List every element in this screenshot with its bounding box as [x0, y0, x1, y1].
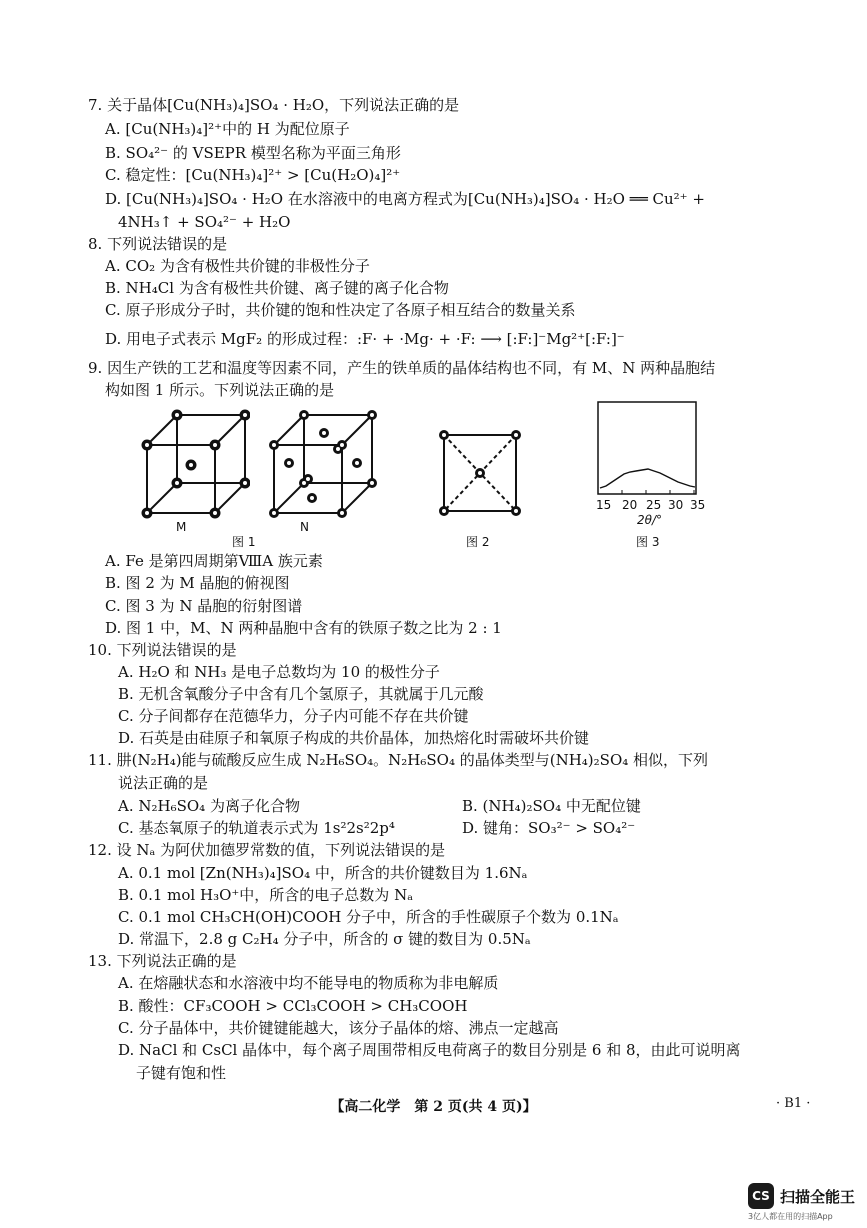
q12-option-c: C. 0.1 mol CH₃CH(OH)COOH 分子中，所含的手性碳原子个数为 0.1Nₐ	[118, 908, 619, 926]
q9-stem-cont: 构如图 1 所示。下列说法正确的是	[105, 381, 335, 399]
q13-option-a: A. 在熔融状态和水溶液中均不能导电的物质称为非电解质	[118, 974, 499, 992]
q10-option-a: A. H₂O 和 NH₃ 是电子总数均为 10 的极性分子	[118, 663, 440, 681]
q9-option-a: A. Fe 是第四周期第ⅧA 族元素	[105, 552, 323, 570]
q7-option-c: C. 稳定性：[Cu(NH₃)₄]²⁺ > [Cu(H₂O)₄]²⁺	[105, 166, 401, 184]
diffraction-pattern-diagram	[596, 400, 700, 496]
q8-option-b: B. NH₄Cl 为含有极性共价键、离子键的离子化合物	[105, 279, 449, 297]
q11-option-c: C. 基态氧原子的轨道表示式为 1s²2s²2p⁴	[118, 819, 395, 837]
q7-option-d-cont: 4NH₃↑ + SO₄²⁻ + H₂O	[118, 213, 291, 231]
fig3-tick-35: 35	[690, 498, 706, 512]
q13-option-c: C. 分子晶体中，共价键键能越大，该分子晶体的熔、沸点一定越高	[118, 1019, 559, 1037]
q12-option-d: D. 常温下，2.8 g C₂H₄ 分子中，所含的 σ 键的数目为 0.5Nₐ	[118, 930, 531, 948]
q9-option-b: B. 图 2 为 M 晶胞的俯视图	[105, 574, 290, 592]
top-view-diagram	[432, 425, 532, 520]
fig3-tick-20: 20	[622, 498, 638, 512]
q13-option-d: D. NaCl 和 CsCl 晶体中，每个离子周围带相反电荷离子的数目分别是 6 和 8，由此可说明离	[118, 1041, 741, 1059]
q12-stem: 12. 设 Nₐ 为阿伏加德罗常数的值，下列说法错误的是	[88, 841, 446, 859]
q10-option-d: D. 石英是由硅原子和氧原子构成的共价晶体，加热熔化时需破坏共价键	[118, 729, 590, 747]
scanner-tagline: 3亿人都在用的扫描App	[748, 1212, 833, 1221]
scanner-name: 扫描全能王	[780, 1188, 856, 1206]
q13-option-b: B. 酸性：CF₃COOH > CCl₃COOH > CH₃COOH	[118, 997, 468, 1015]
figure-2-caption: 图 2	[466, 535, 490, 549]
q10-stem: 10. 下列说法错误的是	[88, 641, 237, 659]
q10-option-b: B. 无机含氧酸分子中含有几个氢原子，其就属于几元酸	[118, 685, 484, 703]
q8-stem: 8. 下列说法错误的是	[88, 235, 228, 253]
q11-option-a: A. N₂H₆SO₄ 为离子化合物	[118, 797, 300, 815]
q13-stem: 13. 下列说法正确的是	[88, 952, 237, 970]
fig3-tick-15: 15	[596, 498, 612, 512]
q8-option-d: D. 用电子式表示 MgF₂ 的形成过程：:F· + ·Mg· + ·F: ⟶ [:F:]⁻Mg²⁺[:F:]⁻	[105, 330, 625, 348]
fig3-axis-label: 2θ/°	[637, 513, 663, 527]
crystal-cell-n-diagram	[262, 405, 377, 520]
q11-stem: 11. 肼(N₂H₄)能与硫酸反应生成 N₂H₆SO₄。N₂H₆SO₄ 的晶体类型与(NH₄)₂SO₄ 相似，下列	[88, 751, 709, 769]
page-footer: 【高二化学 第 2 页(共 4 页)】	[330, 1099, 537, 1115]
q7-option-d: D. [Cu(NH₃)₄]SO₄ · H₂O 在水溶液中的电离方程式为[Cu(NH₃)₄]SO₄ · H₂O ══ Cu²⁺ +	[105, 190, 705, 208]
q12-option-a: A. 0.1 mol [Zn(NH₃)₄]SO₄ 中，所含的共价键数目为 1.6Nₐ	[118, 864, 528, 882]
q10-option-c: C. 分子间都存在范德华力，分子内可能不存在共价键	[118, 707, 469, 725]
scanner-watermark	[748, 1183, 860, 1223]
q12-option-b: B. 0.1 mol H₃O⁺中，所含的电子总数为 Nₐ	[118, 886, 413, 904]
figure-3-caption: 图 3	[636, 535, 660, 549]
q8-option-a: A. CO₂ 为含有极性共价键的非极性分子	[105, 257, 370, 275]
paper-code: · B1 ·	[776, 1096, 811, 1111]
q7-option-b: B. SO₄²⁻ 的 VSEPR 模型名称为平面三角形	[105, 144, 401, 162]
q7-option-a: A. [Cu(NH₃)₄]²⁺中的 H 为配位原子	[105, 120, 350, 138]
q9-stem: 9. 因生产铁的工艺和温度等因素不同，产生的铁单质的晶体结构也不同，有 M、N 两种晶胞结	[88, 359, 716, 377]
q11-option-b: B. (NH₄)₂SO₄ 中无配位键	[462, 797, 641, 815]
scanner-logo-icon: CS	[748, 1183, 774, 1209]
fig3-tick-25: 25	[646, 498, 662, 512]
q8-option-c: C. 原子形成分子时，共价键的饱和性决定了各原子相互结合的数量关系	[105, 301, 576, 319]
fig3-tick-30: 30	[668, 498, 684, 512]
q9-option-c: C. 图 3 为 N 晶胞的衍射图谱	[105, 597, 303, 615]
label-m: M	[176, 520, 187, 534]
q13-option-d-cont: 子键有饱和性	[136, 1064, 227, 1082]
q9-option-d: D. 图 1 中，M、N 两种晶胞中含有的铁原子数之比为 2 : 1	[105, 619, 502, 637]
q11-stem-cont: 说法正确的是	[118, 774, 209, 792]
figure-1-caption: 图 1	[232, 535, 256, 549]
q11-option-d: D. 键角：SO₃²⁻ > SO₄²⁻	[462, 819, 636, 837]
q7-stem: 7. 关于晶体[Cu(NH₃)₄]SO₄ · H₂O，下列说法正确的是	[88, 96, 460, 114]
crystal-cell-m-diagram	[135, 405, 250, 520]
label-n: N	[300, 520, 309, 534]
